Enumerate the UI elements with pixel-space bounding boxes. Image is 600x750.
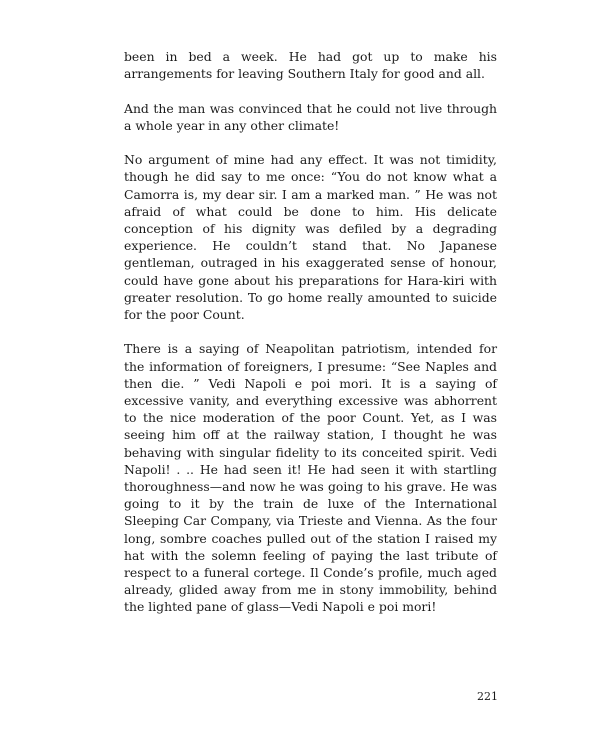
paragraph-3: No argument of mine had any effect. It was not timidity, though he did say to me once: “You do not know what a Camorra is, my dear sir. I am a marked man. ” He was not afraid of what could be done to him. His delicate conception of his dignity was defiled by a degrading experience. He couldn’t stand that. No Japanese gentleman, outraged in his exaggerated sense of honour, could have gone about his preparations for Hara-kiri with greater resolution. To go home really amounted to suicide for the poor Count. [124, 152, 497, 323]
paragraph-4: There is a saying of Neapolitan patriotism, intended for the information of foreigners, I presume: “See Naples and then die. ” Vedi Napoli e poi mori. It is a saying of excessive vanity, and everything excessive was abhorrent to the nice moderation of the poor Count. Yet, as I was seeing him off at the railway station, I thought he was behaving with singular fidelity to its conceited spirit. Vedi Napoli! . .. He had seen it! He had seen it with startling thoroughness—and now he was going to his grave. He was going to it by the train de luxe of the International Sleeping Car Company, via Trieste and Vienna. As the four long, sombre coaches pulled out of the station I raised my hat with the solemn feeling of paying the last tribute of respect to a funeral cortege. Il Conde’s profile, much aged already, glided away from me in stony immobility, behind the lighted pane of glass—Vedi Napoli e poi mori! [124, 341, 497, 615]
paragraph-1: been in bed a week. He had got up to make his arrangements for leaving Southern Italy for good and all. [124, 49, 497, 82]
body-text [124, 48, 497, 633]
paragraph-2: And the man was convinced that he could not live through a whole year in any other climate! [124, 100, 497, 133]
page-number: 221 [477, 690, 498, 703]
